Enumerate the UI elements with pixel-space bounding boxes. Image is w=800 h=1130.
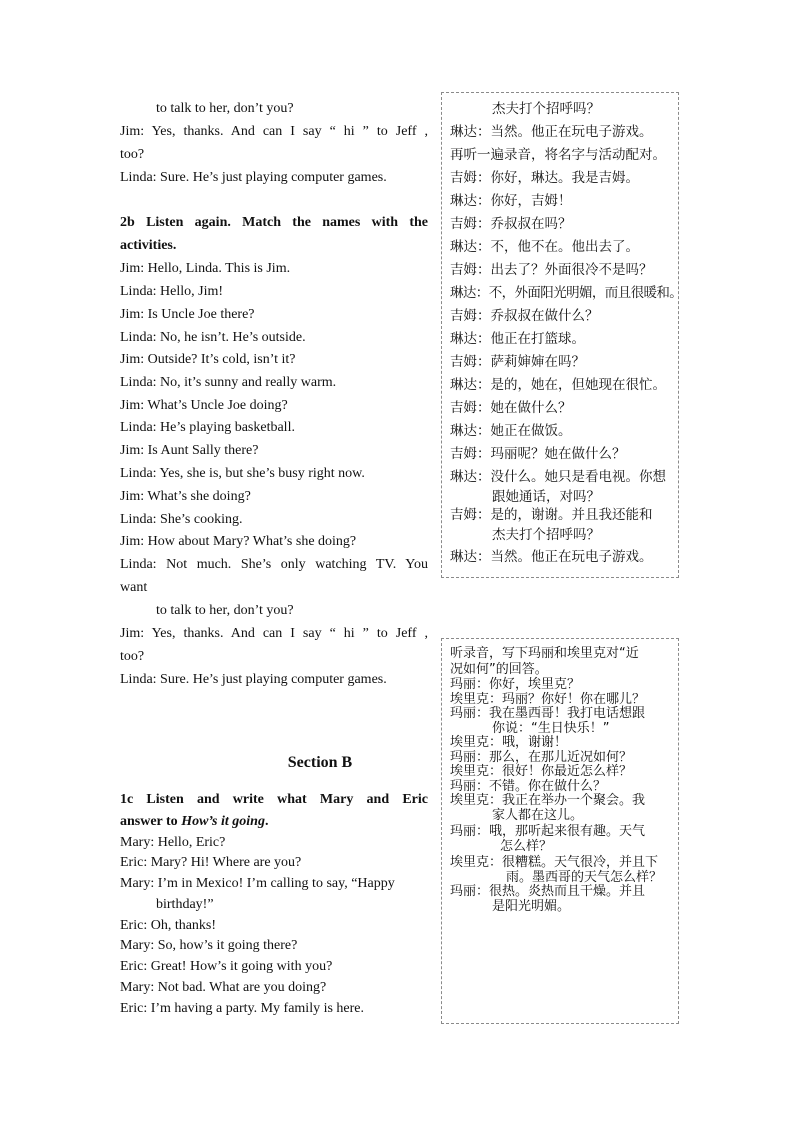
translation-line: 是阳光明媚。 — [492, 898, 571, 914]
dialogue-line: Eric: I’m having a party. My family is here. — [120, 1001, 365, 1016]
dialogue-line: Linda: Hello, Jim! — [120, 284, 224, 299]
dialogue-line: Jim: Is Uncle Joe there? — [120, 307, 255, 322]
translation-line: 吉姆：玛丽呢？她在做什么？ — [450, 446, 626, 462]
translation-line: 玛丽：不错。你在做什么？ — [450, 778, 607, 794]
translation-line: 雨。墨西哥的天气怎么样？ — [506, 869, 663, 885]
translation-line: 跟她通话，对吗？ — [492, 489, 600, 505]
dialogue-line: too? — [120, 649, 145, 664]
translation-line: 吉姆：她在做什么？ — [450, 400, 572, 416]
dialogue-line: Linda: No, he isn’t. He’s outside. — [120, 330, 306, 345]
dialogue-line: Linda: She’s cooking. — [120, 512, 243, 527]
translation-line: 琳达：是的，她在，但她现在很忙。 — [450, 377, 666, 393]
translation-text-1c — [450, 646, 662, 914]
dialogue-line: Jim: Outside? It’s cold, isn’t it? — [120, 352, 296, 367]
text-line: to talk to her, don’t you? — [156, 101, 294, 116]
exercise-1c-heading: 1c Listen and write what Mary and Eric — [120, 792, 428, 807]
translation-line: 吉姆：乔叔叔在吗？ — [450, 216, 572, 232]
dialogue-line: Linda: No, it’s sunny and really warm. — [120, 375, 337, 390]
dialogue-line: Linda: Not much. She’s only watching TV. You — [120, 557, 428, 572]
translation-line: 埃里克：哦，谢谢！ — [450, 735, 568, 750]
translation-line: 玛丽：哦，那听起来很有趣。天气 — [450, 824, 646, 839]
dialogue-line: Jim: Yes, thanks. And can I say “ hi ” to Jeff , — [120, 626, 428, 641]
english-column — [120, 0, 428, 1130]
exercise-2b-heading: 2b Listen again. Match the names with the — [120, 215, 428, 230]
text-line: Linda: Sure. He’s just playing computer games. — [120, 170, 387, 185]
dialogue-line: Mary: Hello, Eric? — [120, 835, 226, 850]
dialogue-line: Jim: How about Mary? What’s she doing? — [120, 534, 357, 549]
translation-line: 你说：“生日快乐！” — [492, 720, 610, 736]
dialogue-line: Mary: I’m in Mexico! I’m calling to say, “Happy — [120, 876, 395, 891]
translation-line: 琳达：她正在做饭。 — [450, 423, 572, 439]
dialogue-line: to talk to her, don’t you? — [156, 603, 294, 618]
translation-line: 听录音，写下玛丽和埃里克对“近 — [450, 646, 639, 661]
translation-line: 埃里克：很糟糕。天气很冷，并且下 — [450, 855, 659, 870]
translation-line: 再听一遍录音，将名字与活动配对。 — [450, 147, 666, 163]
dialogue-line: Jim: What’s she doing? — [120, 489, 251, 504]
dialogue-line: Linda: Yes, she is, but she’s busy right now. — [120, 466, 365, 481]
dialogue-line: Jim: Is Aunt Sally there? — [120, 443, 259, 458]
translation-line: 吉姆：萨莉婶婶在吗？ — [450, 354, 585, 370]
translation-line: 琳达：他正在打篮球。 — [450, 331, 585, 347]
dialogue-line: Jim: What’s Uncle Joe doing? — [120, 398, 288, 413]
translation-line: 琳达：你好，吉姆！ — [450, 193, 572, 209]
translation-line: 怎么样？ — [500, 838, 553, 854]
translation-line: 杰夫打个招呼吗？ — [492, 101, 600, 117]
exercise-1c-heading-cont: answer to How’s it going. — [120, 814, 269, 829]
translation-line: 吉姆：你好，琳达。我是吉姆。 — [450, 170, 639, 186]
dialogue-line: Eric: Mary? Hi! Where are you? — [120, 855, 302, 870]
translation-line: 琳达：不，他不在。他出去了。 — [450, 239, 639, 255]
translation-line: 琳达：当然。他正在玩电子游戏。 — [450, 549, 653, 565]
dialogue-line: Jim: Hello, Linda. This is Jim. — [120, 261, 291, 276]
translation-line: 吉姆：出去了？外面很冷不是吗？ — [450, 262, 653, 278]
translation-line: 埃里克：很好！你最近怎么样？ — [450, 764, 633, 779]
translation-line: 琳达：没什么。她只是看电视。你想 — [450, 469, 666, 485]
translation-line: 吉姆：乔叔叔在做什么？ — [450, 308, 599, 324]
translation-line: 玛丽：你好，埃里克？ — [450, 677, 581, 692]
exercise-2b-heading-cont: activities. — [120, 238, 177, 253]
translation-line: 吉姆：是的，谢谢。并且我还能和 — [450, 507, 653, 523]
dialogue-line: Eric: Great! How’s it going with you? — [120, 959, 333, 974]
translation-text-2b — [450, 98, 682, 570]
translation-line: 杰夫打个招呼吗？ — [492, 527, 600, 543]
translation-line: 埃里克：我正在举办一个聚会。我 — [450, 793, 646, 808]
translation-line: 琳达：当然。他正在玩电子游戏。 — [450, 124, 653, 140]
text-line: too? — [120, 147, 145, 162]
translation-line: 况如何”的回答。 — [450, 662, 548, 677]
dialogue-line: Mary: Not bad. What are you doing? — [120, 980, 327, 995]
translation-line: 玛丽：很热。炎热而且干燥。并且 — [450, 884, 646, 899]
text-line: Jim: Yes, thanks. And can I say “ hi ” to Jeff , — [120, 124, 428, 139]
dialogue-line: Eric: Oh, thanks! — [120, 918, 217, 933]
translation-line: 家人都在这儿。 — [492, 807, 584, 823]
dialogue-line: Linda: He’s playing basketball. — [120, 420, 295, 435]
dialogue-line: birthday!” — [156, 897, 214, 912]
dialogue-line: Mary: So, how’s it going there? — [120, 938, 298, 953]
translation-line: 玛丽：我在墨西哥！我打电话想跟 — [450, 706, 646, 721]
translation-line: 玛丽：那么，在那儿近况如何？ — [450, 749, 633, 765]
dialogue-line: want — [120, 580, 148, 595]
section-heading: Section B — [287, 754, 353, 771]
translation-line: 琳达：不，外面阳光明媚，而且很暖和。 — [450, 285, 683, 301]
translation-line: 埃里克：玛丽？你好！你在哪儿？ — [450, 691, 646, 707]
dialogue-line: Linda: Sure. He’s just playing computer games. — [120, 672, 387, 687]
